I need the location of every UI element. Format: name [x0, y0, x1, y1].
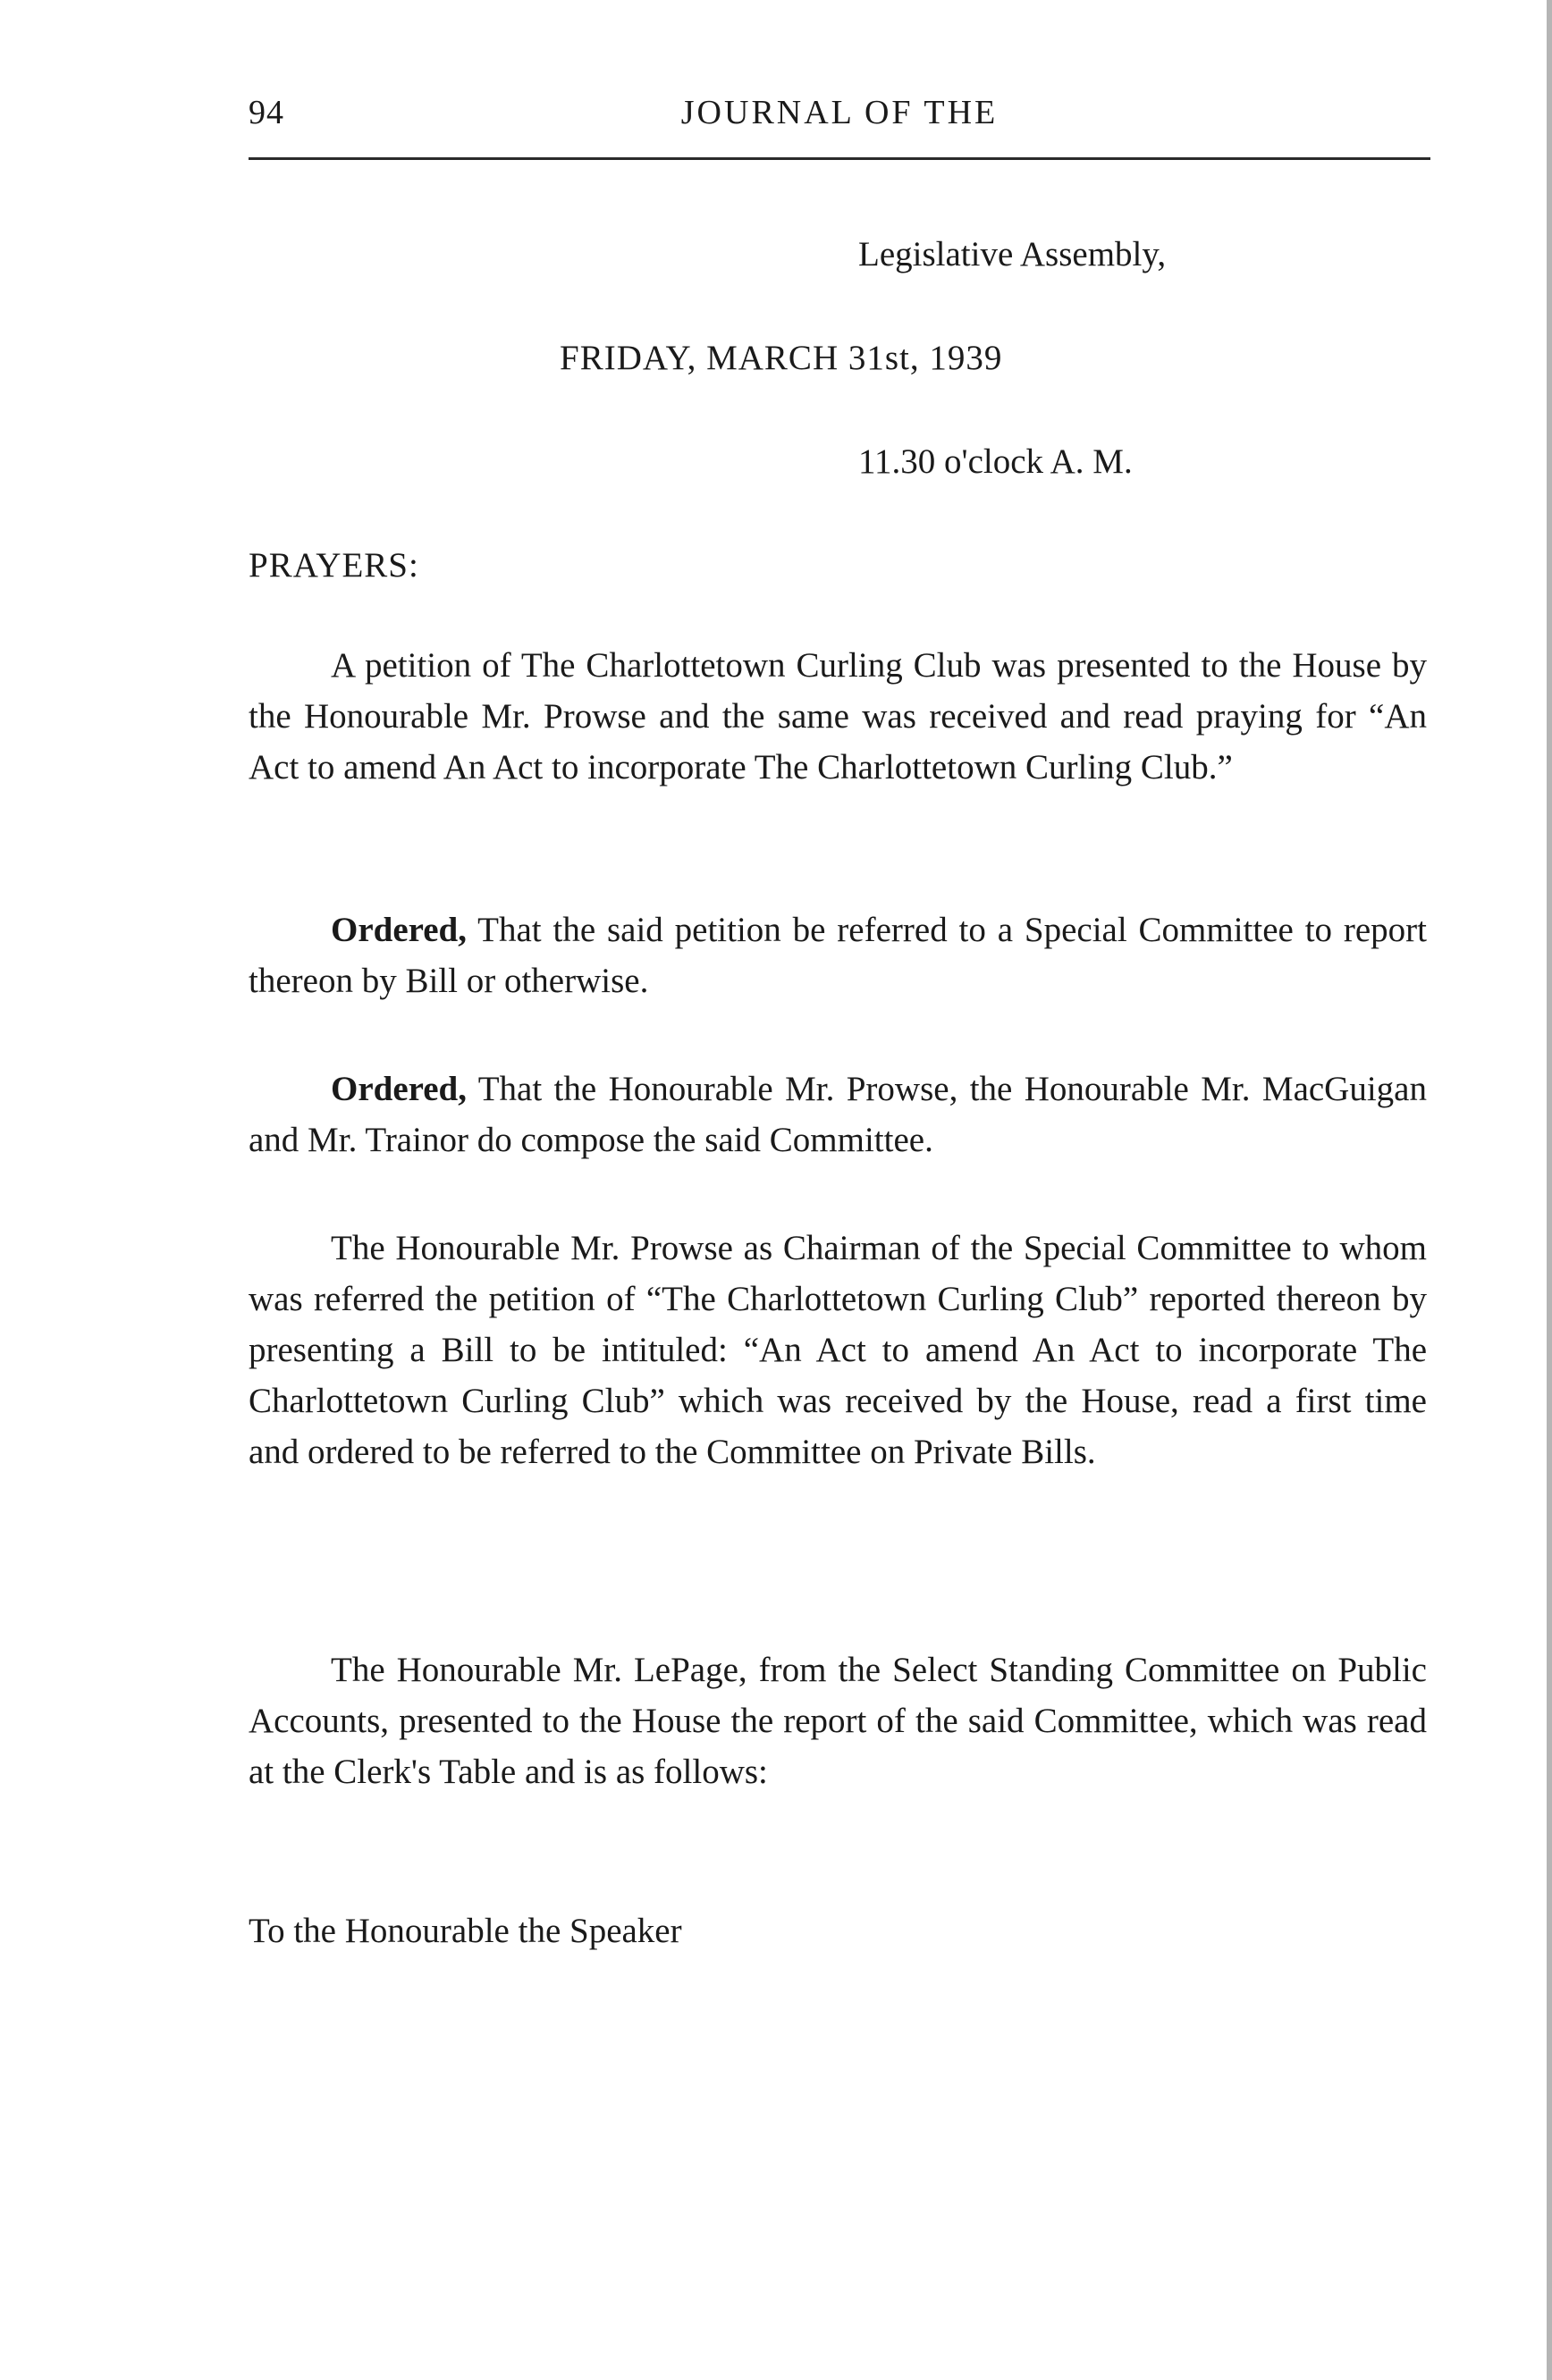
running-title: JOURNAL OF THE	[680, 94, 999, 131]
page-number: 94	[249, 94, 284, 131]
header-rule	[249, 157, 1430, 160]
assembly-line: Legislative Assembly,	[858, 235, 1167, 273]
paragraph-petition: A petition of The Charlottetown Curling Club was presented to the House by the Honourable Mr. Prowse and the same was received and read praying for “An Act to amend An Act to incorporate The Charlottetown Curling Club.”	[249, 646, 1427, 786]
time-line: 11.30 o'clock A. M.	[858, 442, 1133, 481]
closing-line: To the Honourable the Speaker	[249, 1912, 682, 1950]
paragraph-ordered-committee	[249, 1064, 1427, 1165]
ordered-label: Ordered,	[331, 1070, 468, 1108]
ordered-label: Ordered,	[331, 911, 468, 949]
prayers-heading: PRAYERS:	[249, 546, 419, 584]
paragraph-chairman-report: The Honourable Mr. Prowse as Chairman of the Special Committee to whom was referred the petition of “The Charlottetown Curling Club” reported thereon by presenting a Bill to be intituled: “An Act to amend An Act to incorporate The Charlottetown Curling Club” which was received by the House, read a first time and ordered to be referred to the Committee on Private Bills.	[249, 1229, 1427, 1471]
page-header	[249, 93, 1430, 156]
ordered-committee-text: That the Honourable Mr. Prowse, the Honourable Mr. MacGuigan and Mr. Trainor do compose the said Committee.	[249, 1070, 1427, 1159]
paragraph-ordered-referral	[249, 904, 1427, 1006]
paragraph-public-accounts: The Honourable Mr. LePage, from the Select Standing Committee on Public Accounts, presented to the House the report of the said Committee, which was read at the Clerk's Table and is as follows:	[249, 1651, 1427, 1791]
ordered-referral-text: That the said petition be referred to a Special Committee to report thereon by Bill or otherwise.	[249, 911, 1427, 1000]
date-line: FRIDAY, MARCH 31st, 1939	[560, 339, 1003, 377]
page-edge	[1547, 0, 1552, 2380]
